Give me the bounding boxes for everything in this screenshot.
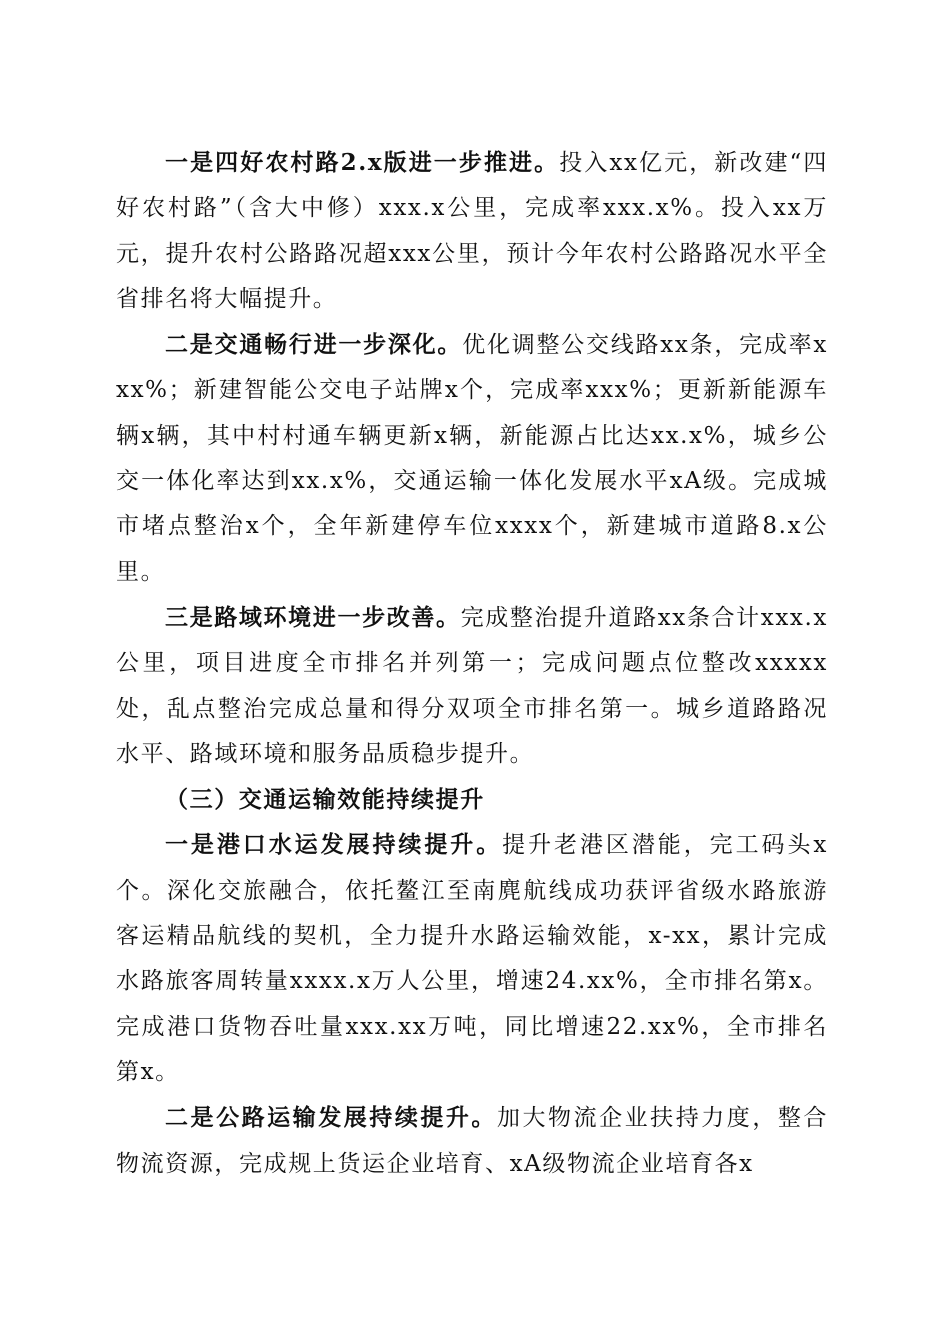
paragraph-text: 投入xx亿元，新改建“四好农村路”（含大中修）xxx.x公里，完成率xxx.x%。投入xx万元，提升农村公路路况超xxx公里，预计今年农村公路路况水平全省排名将大幅提升。 <box>116 150 828 312</box>
paragraph-traffic-flow <box>116 322 828 595</box>
paragraph-text: 优化调整公交线路xx条，完成率xxx%；新建智能公交电子站牌x个，完成率xxx%；更新新能源车辆x辆，其中村村通车辆更新x辆，新能源占比达xx.x%，城乡公交一体化率达到xx.x%，交通运输一体化发展水平xA级。完成城市堵点整治x个，全年新建停车位xxxx个，新建城市道路8.x公里。 <box>116 332 829 585</box>
paragraph-rural-roads <box>116 140 828 322</box>
paragraph-road-transport <box>116 1095 828 1187</box>
paragraph-text: 提升老港区潜能，完工码头x个。深化交旅融合，依托鳌江至南麂航线成功获评省级水路旅游客运精品航线的契机，全力提升水路运输效能，x-xx，累计完成水路旅客周转量xxxx.x万人公里，增速24.xx%，全市排名第x。完成港口货物吞吐量xxx.xx万吨，同比增速22.xx%，全市排名第x。 <box>116 832 828 1085</box>
paragraph-lead: 一是四好农村路2.x版进一步推进。 <box>165 149 560 176</box>
paragraph-lead: 二是公路运输发展持续提升。 <box>165 1104 497 1132</box>
paragraph-lead: 二是交通畅行进一步深化。 <box>165 331 463 359</box>
paragraph-road-environment <box>116 595 828 777</box>
paragraph-lead: 三是路域环境进一步改善。 <box>165 603 461 631</box>
section-heading: （三）交通运输效能持续提升 <box>165 786 485 814</box>
paragraph-port-shipping <box>116 822 828 1095</box>
paragraph-text: 加大物流企业扶持力度，整合物流资源，完成规上货运企业培育、xA级物流企业培育各x <box>116 1105 828 1177</box>
paragraph-text: 完成整治提升道路xx条合计xxx.x公里，项目进度全市排名并列第一；完成问题点位整改xxxxx处，乱点整治完成总量和得分双项全市排名第一。城乡道路路况水平、路域环境和服务品质稳步提升。 <box>116 604 828 767</box>
paragraph-lead: 一是港口水运发展持续提升。 <box>165 831 503 859</box>
document-body <box>116 140 828 1187</box>
